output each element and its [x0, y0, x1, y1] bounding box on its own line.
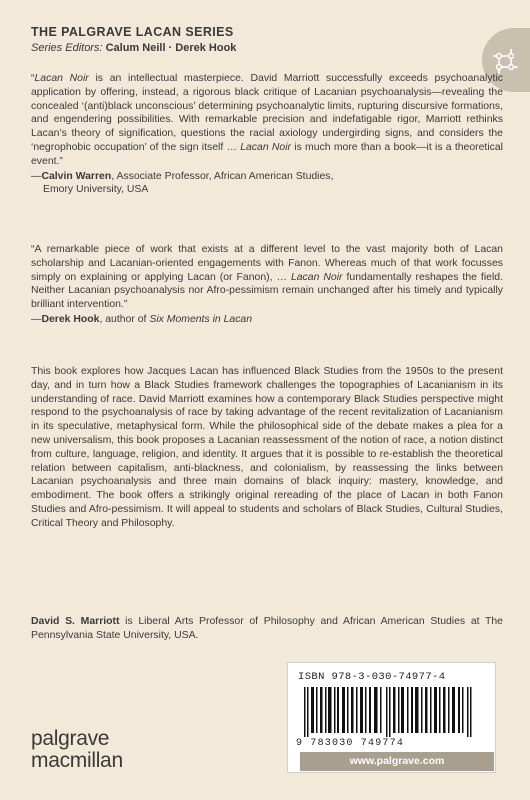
attribution-dash: — [31, 170, 42, 182]
barcode-icon [300, 687, 480, 737]
attribution-name: Calvin Warren [41, 170, 112, 182]
attribution-book: Six Moments in Lacan [149, 313, 253, 325]
author-name: David S. Marriott [31, 616, 120, 627]
author-bio [31, 615, 503, 643]
series-title: THE PALGRAVE LACAN SERIES [31, 25, 234, 39]
quote-text: is an intellectual masterpiece. David Marriott successfully exceeds psychoanalytic application by offering, instead, a rigorous black critique of Lacanian psychoanalysis—revealing the concealed ‘(anti)black unconscious’ determining psychoanalytic limits, rupturing discursive formations, and engendering possibilities. With remarkable precision and indefatigable rigor, Marriott rethinks Lacan’s theory of signification, questions the racial axiology undergirding signs, and considers the ‘negrophobic occupation’ of the sign itself … [31, 73, 503, 153]
attribution-dash: — [31, 313, 42, 325]
series-editors-names: Calum Neill · Derek Hook [105, 42, 237, 54]
series-editors-label: Series Editors: [31, 42, 103, 54]
series-editors [31, 42, 236, 54]
publisher-logo-line2: macmillan [31, 749, 123, 772]
quote-open-mark: “ [31, 73, 35, 84]
quote-text: fundamentally reshapes the field. Neither Lacanian psychoanalysis nor Afro-pessimism remain unchanged after his timely and typically brilliant intervention.” [31, 271, 503, 311]
attribution-mid: , author of [99, 313, 150, 325]
endorsement-quote-warren [31, 72, 503, 197]
publisher-logo [31, 728, 123, 772]
barcode-digits: 9 783030 749774 [296, 738, 405, 749]
attribution-place: Emory University, USA [43, 184, 149, 196]
author-bio-text: is Liberal Arts Professor of Philosophy and African American Studies at The Pennsylvania State University, USA. [31, 616, 503, 641]
quote-attribution [31, 170, 503, 198]
book-title-italic: Lacan Noir [240, 141, 292, 153]
endorsement-quote-hook [31, 243, 503, 327]
publisher-logo-line1: palgrave [31, 727, 110, 750]
attribution-name: Derek Hook [41, 313, 100, 325]
attribution-role: , Associate Professor, African American Studies, [111, 170, 334, 182]
isbn-label: ISBN 978-3-030-74977-4 [298, 671, 446, 683]
quote-text: is much more than a book—it is a theoretical event.” [31, 141, 503, 167]
book-title-italic: Lacan Noir [34, 73, 89, 84]
quote-text: “A remarkable piece of work that exists at a different level to the vast majority both of Lacan scholarship and Lacanian-oriented engagements with Fanon. Whereas much of that work focusses simply on explaining or applying Lacan (or Fanon), … [31, 244, 503, 283]
quote-attribution [31, 313, 503, 327]
book-title-italic: Lacan Noir [290, 271, 343, 283]
book-description: This book explores how Jacques Lacan has influenced Black Studies from the 1950s to the present day, and in turn how a Black Studies framework challenges the topographies of Lacanianism in its understanding of race. David Marriott examines how a contemporary Black Studies perspective might respond to the psychoanalysis of race by taking advantage of the recent revitalization of Lacanianism in its speculative, metaphysical form. While the philosophical side of the debate makes a plea for a new universalism, this book proposes a Lacanian reassessment of the notion of race, a notion distinct from culture, language, religion, and identity. It argues that it is possible to re-establish the theoretical relation between capitalism, anti-blackness, and colonialism, by reassessing the links between Lacanian psychoanalysis and three main domains of black inquiry: mastery, knowledge, and embodiment. The book offers a strikingly original rereading of the place of Lacan in both Fanon Studies and Afro-pessimism. It will appeal to students and scholars of Black Studies, Cultural Studies, Critical Theory and Philosophy. [31, 366, 503, 529]
publisher-url[interactable]: www.palgrave.com [300, 752, 494, 771]
